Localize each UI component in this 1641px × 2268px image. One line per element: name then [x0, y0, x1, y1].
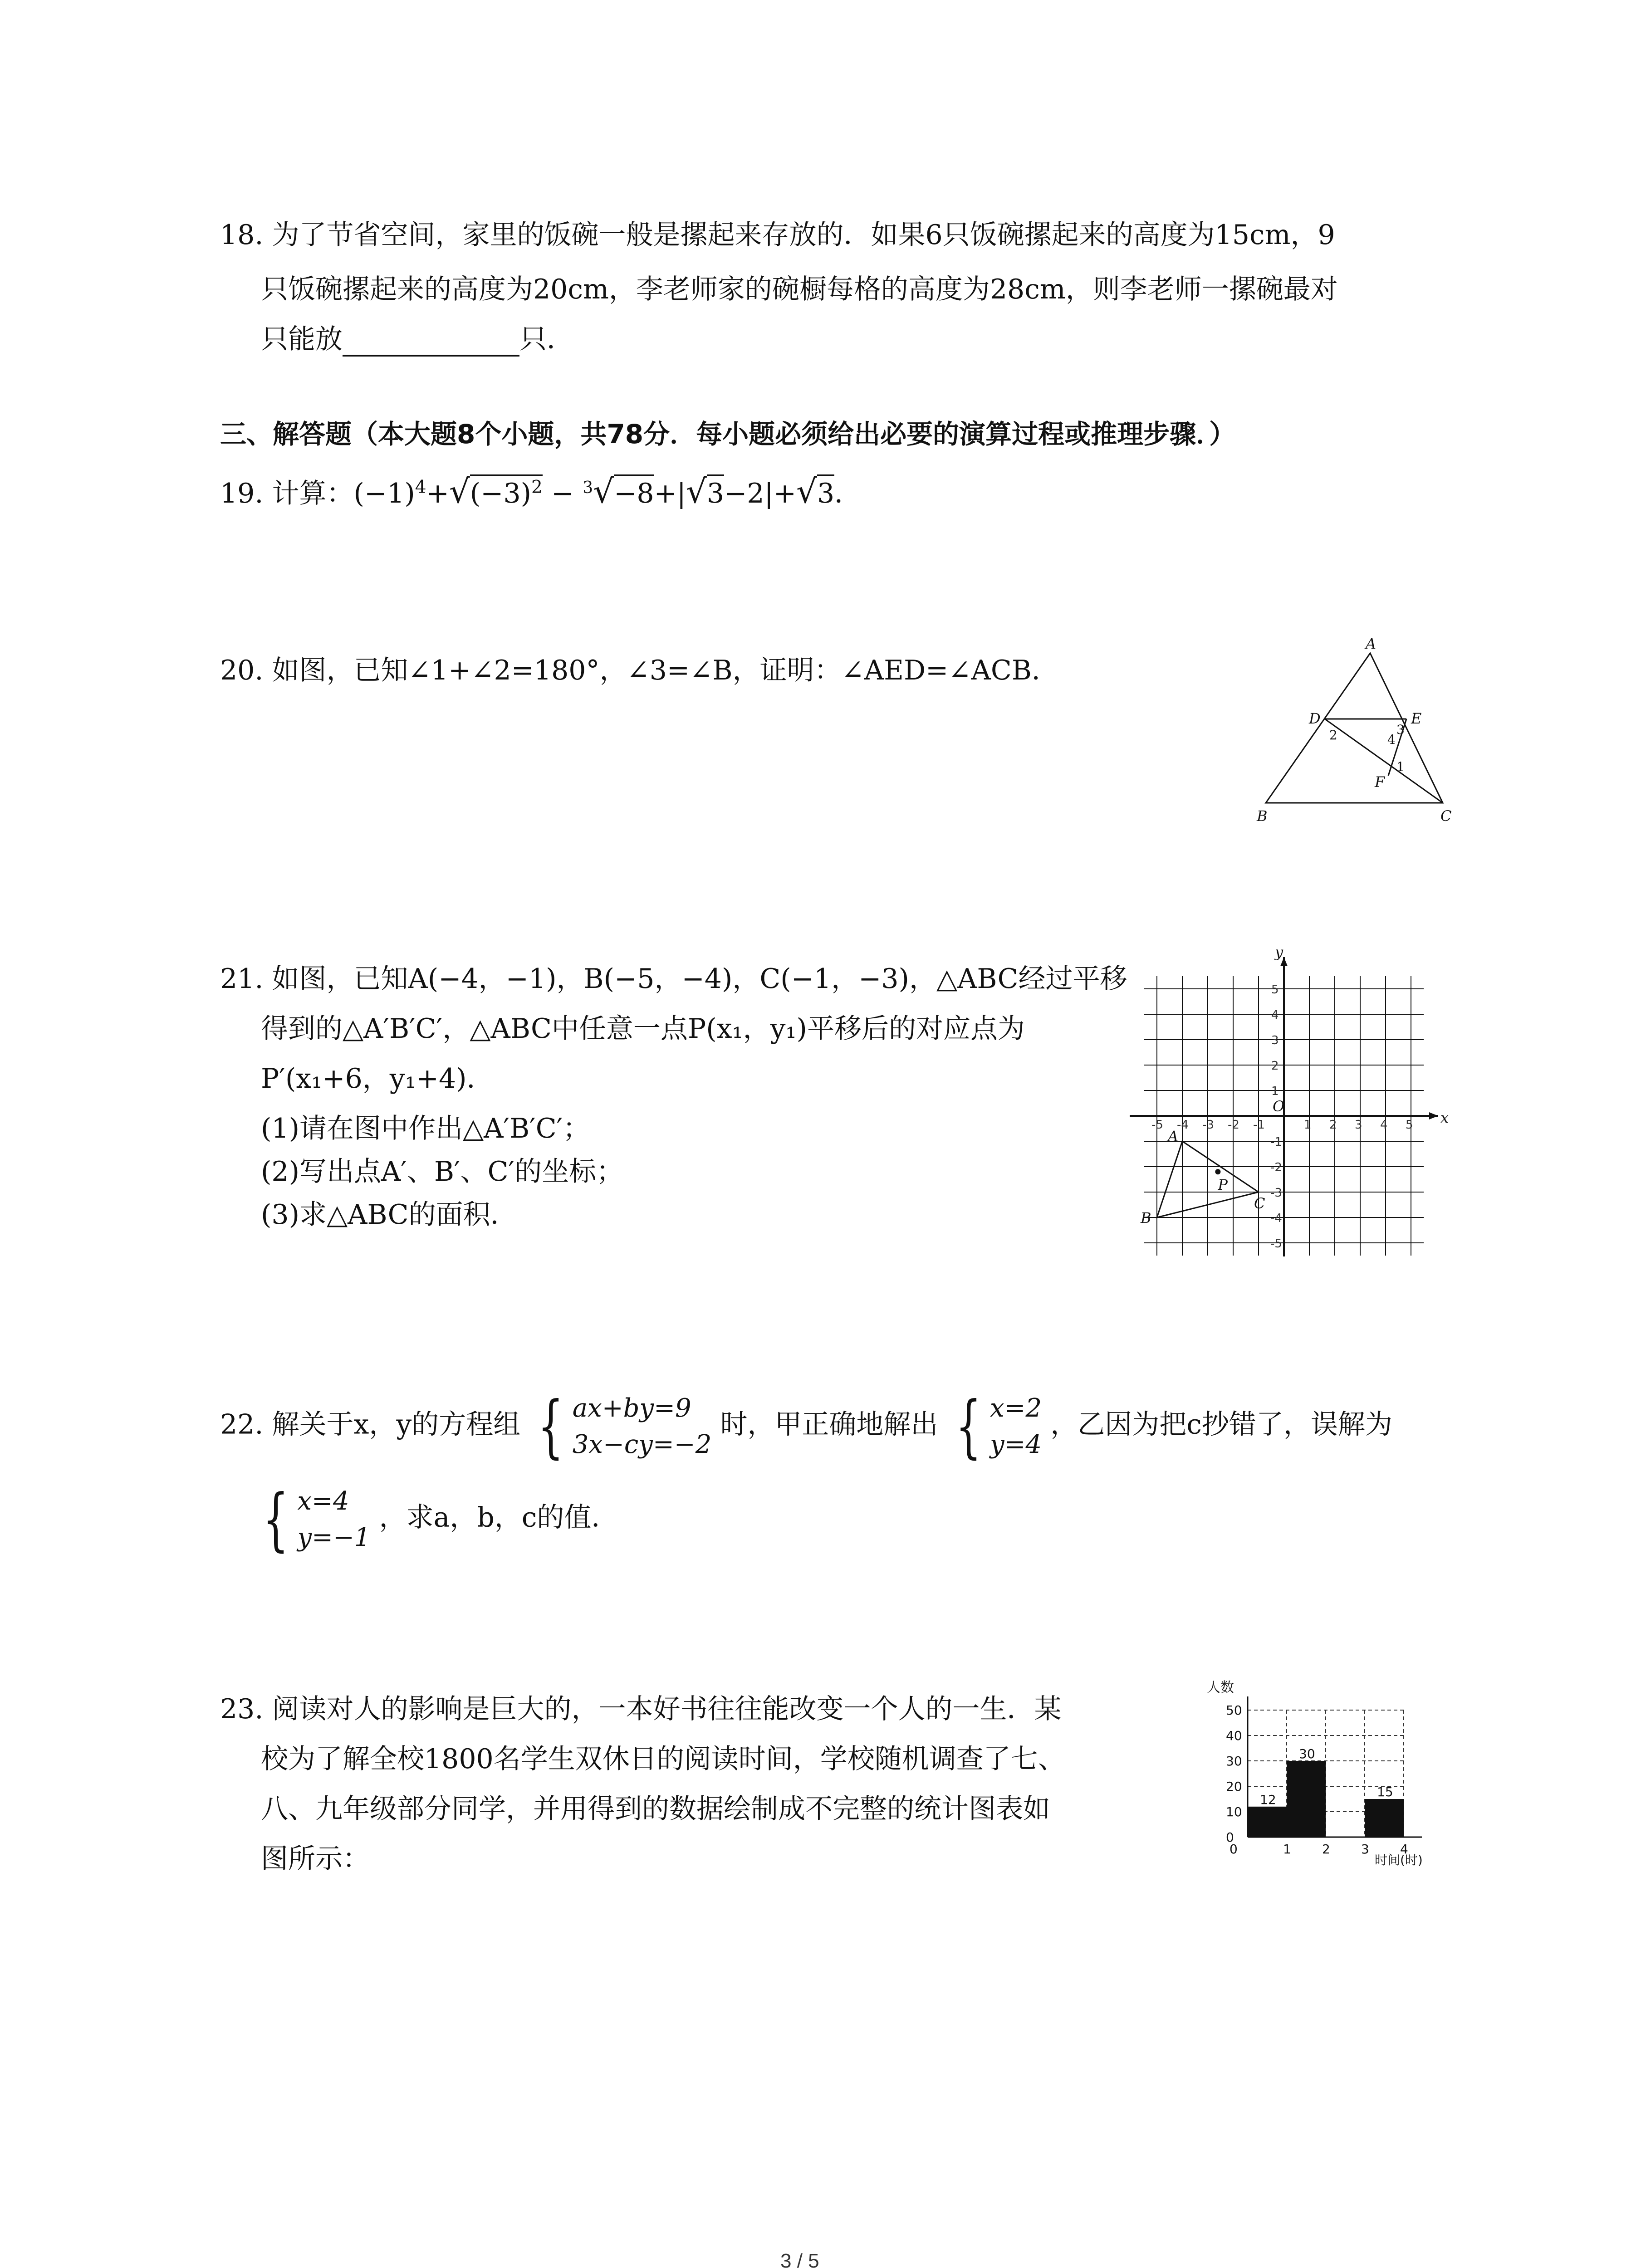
- sqrt-symbol: √: [686, 472, 707, 510]
- x-tick-label: -3: [1202, 1118, 1214, 1132]
- q21-line2: 得到的△A′B′C′，△ABC中任意一点P(x₁，y₁)平移后的对应点为: [261, 1013, 1025, 1045]
- x-tick-label: -2: [1228, 1118, 1239, 1132]
- point-C-label: C: [1254, 1195, 1265, 1212]
- angle-1: 1: [1396, 759, 1405, 774]
- answer-blank[interactable]: [343, 328, 519, 357]
- label-E: E: [1411, 710, 1422, 727]
- q19-prefix: 19. 计算：: [220, 478, 354, 509]
- q18-line1: 18. 为了节省空间，家里的饭碗一般是摞起来存放的．如果6只饭碗摞起来的高度为15cm，9: [220, 219, 1335, 251]
- q21-item1: (1)请在图中作出△A′B′C′；: [261, 1113, 590, 1144]
- q23-bar-chart: [1198, 1674, 1488, 1869]
- q22-line1: [220, 1387, 1392, 1466]
- y-tick-label: -2: [1270, 1161, 1282, 1174]
- x-tick-label: 1: [1304, 1118, 1312, 1132]
- q22-tail: ，求a，b，c的值．: [379, 1501, 619, 1534]
- chart-x-tick: 3: [1361, 1842, 1369, 1857]
- system-1: { ax+by=9 3x−cy=−2: [538, 1387, 712, 1466]
- q23-line4: 图所示：: [261, 1843, 370, 1875]
- q19-minus: −: [542, 478, 583, 509]
- y-tick-label: 5: [1271, 983, 1279, 997]
- cube-root-index: 3: [583, 479, 593, 497]
- x-tick-label: 5: [1406, 1118, 1413, 1132]
- q19-radicand-1: $(-3)^2$: [470, 474, 543, 509]
- q19-plus: +: [426, 478, 449, 509]
- q23-line1: 23. 阅读对人的影响是巨大的，一本好书往往能改变一个人的一生．某: [220, 1693, 1062, 1725]
- chart-y-label: 人数: [1207, 1680, 1234, 1696]
- x-tick-label: 4: [1380, 1118, 1388, 1132]
- system-2-eq2: y=4: [989, 1430, 1042, 1459]
- label-A: A: [1366, 635, 1376, 652]
- q19-radicand-2: −8: [614, 474, 654, 509]
- chart-y-tick: 0: [1226, 1830, 1234, 1845]
- system-3-eq2: y=−1: [297, 1523, 371, 1552]
- q22-line2: [254, 1480, 619, 1559]
- q19-end: ．: [834, 478, 862, 509]
- y-tick-label: -1: [1270, 1135, 1282, 1149]
- q20-text: 20. 如图，已知∠1+∠2=180°，∠3=∠B，证明：∠AED=∠ACB．: [220, 655, 1059, 686]
- x-axis-label: x: [1440, 1109, 1449, 1126]
- system-2: { x=2 y=4: [955, 1387, 1042, 1466]
- point-P: [1215, 1169, 1220, 1174]
- chart-bar: [1365, 1799, 1404, 1837]
- q20-triangle-figure: [1252, 635, 1461, 826]
- system-3: { x=4 y=−1: [263, 1480, 371, 1559]
- section-3-heading: 三、解答题（本大题8个小题，共78分．每小题必须给出必要的演算过程或推理步骤．）: [220, 419, 1236, 450]
- q19-expression: [220, 472, 862, 511]
- y-tick-label: 2: [1271, 1059, 1279, 1073]
- x-axis-arrow-icon: [1429, 1112, 1438, 1119]
- x-tick-label: -1: [1253, 1118, 1265, 1132]
- chart-x-tick: 1: [1283, 1842, 1291, 1857]
- label-D: D: [1309, 710, 1321, 727]
- x-tick-label: 3: [1355, 1118, 1362, 1132]
- origin-label: O: [1273, 1098, 1285, 1115]
- page-number: 3 / 5: [780, 2250, 819, 2268]
- x-tick-label: -4: [1177, 1118, 1189, 1132]
- label-C: C: [1440, 807, 1452, 825]
- q21-coordinate-grid: [1121, 943, 1449, 1256]
- chart-bar-label: 15: [1377, 1784, 1393, 1799]
- q19-abs-open: +|: [654, 478, 686, 509]
- chart-y-tick: 30: [1226, 1754, 1242, 1769]
- chart-bar-label: 30: [1299, 1746, 1315, 1761]
- cube-root-symbol: √: [593, 472, 614, 510]
- angle-3: 3: [1396, 722, 1405, 737]
- system-3-eq1: x=4: [297, 1486, 349, 1516]
- y-tick-label: 3: [1271, 1034, 1279, 1047]
- chart-y-tick: 40: [1226, 1728, 1242, 1743]
- y-tick-label: -5: [1270, 1237, 1282, 1251]
- chart-bar-label: 12: [1260, 1792, 1276, 1807]
- q19-radicand-4: 3: [817, 474, 834, 509]
- q19-exp4: 4: [415, 477, 426, 498]
- q23-line3: 八、九年级部分同学，并用得到的数据绘制成不完整的统计图表如: [261, 1793, 1050, 1825]
- chart-x-tick: 4: [1400, 1842, 1408, 1857]
- chart-origin-tick: 0: [1230, 1842, 1238, 1857]
- y-tick-label: 4: [1271, 1008, 1279, 1022]
- system-1-eq1: ax+by=9: [572, 1393, 691, 1423]
- chart-y-tick: 50: [1226, 1703, 1242, 1718]
- q22-mid2: ，乙因为把c抄错了，误解为: [1050, 1408, 1392, 1441]
- angle-4: 4: [1387, 732, 1396, 747]
- angle-2: 2: [1329, 728, 1337, 743]
- q21-item3: (3)求△ABC的面积．: [261, 1199, 518, 1231]
- q19-abs-close: −2|+: [724, 478, 797, 509]
- sqrt-symbol: √: [796, 472, 817, 510]
- q21-line3: P′(x₁+6，y₁+4)．: [261, 1063, 494, 1095]
- chart-y-tick: 10: [1226, 1804, 1242, 1819]
- q18-line3: [261, 318, 574, 357]
- y-tick-label: 1: [1271, 1085, 1279, 1098]
- x-tick-label: -5: [1151, 1118, 1163, 1132]
- chart-x-tick: 2: [1322, 1842, 1330, 1857]
- q18-line2: 只饭碗摞起来的高度为20cm，李老师家的碗橱每格的高度为28cm，则李老师一摞碗最对: [261, 274, 1338, 305]
- y-tick-label: -4: [1270, 1212, 1282, 1225]
- chart-y-tick: 20: [1226, 1779, 1242, 1794]
- q19-term-a: (−1): [353, 478, 415, 509]
- q21-item2: (2)写出点A′、B′、C′的坐标；: [261, 1156, 624, 1188]
- q21-line1: 21. 如图，已知A(−4，−1)，B(−5，−4)，C(−1，−3)，△ABC经过平移: [220, 963, 1127, 995]
- chart-bar: [1287, 1761, 1326, 1837]
- q23-line2: 校为了解全校1800名学生双休日的阅读时间，学校随机调查了七、: [261, 1743, 1065, 1775]
- q18-line3-prefix: 只能放: [261, 323, 343, 355]
- system-2-eq1: x=2: [989, 1393, 1042, 1423]
- label-F: F: [1375, 773, 1385, 791]
- system-1-eq2: 3x−cy=−2: [572, 1430, 712, 1459]
- point-A-label: A: [1168, 1128, 1179, 1145]
- point-P-label: P: [1218, 1176, 1228, 1194]
- q18-line3-suffix: 只．: [519, 323, 574, 355]
- chart-x-label: 时间(时): [1375, 1853, 1423, 1867]
- y-tick-label: -3: [1270, 1186, 1282, 1200]
- sqrt-symbol: √: [449, 472, 470, 510]
- q22-prefix: 22. 解关于x，y的方程组: [220, 1408, 521, 1441]
- q22-mid1: 时，甲正确地解出: [720, 1408, 938, 1441]
- q19-radicand-3: 3: [707, 474, 724, 509]
- chart-bar: [1248, 1807, 1287, 1837]
- y-axis-label: y: [1275, 943, 1283, 961]
- point-B-label: B: [1141, 1209, 1151, 1227]
- x-tick-label: 2: [1329, 1118, 1337, 1132]
- label-B: B: [1257, 807, 1268, 825]
